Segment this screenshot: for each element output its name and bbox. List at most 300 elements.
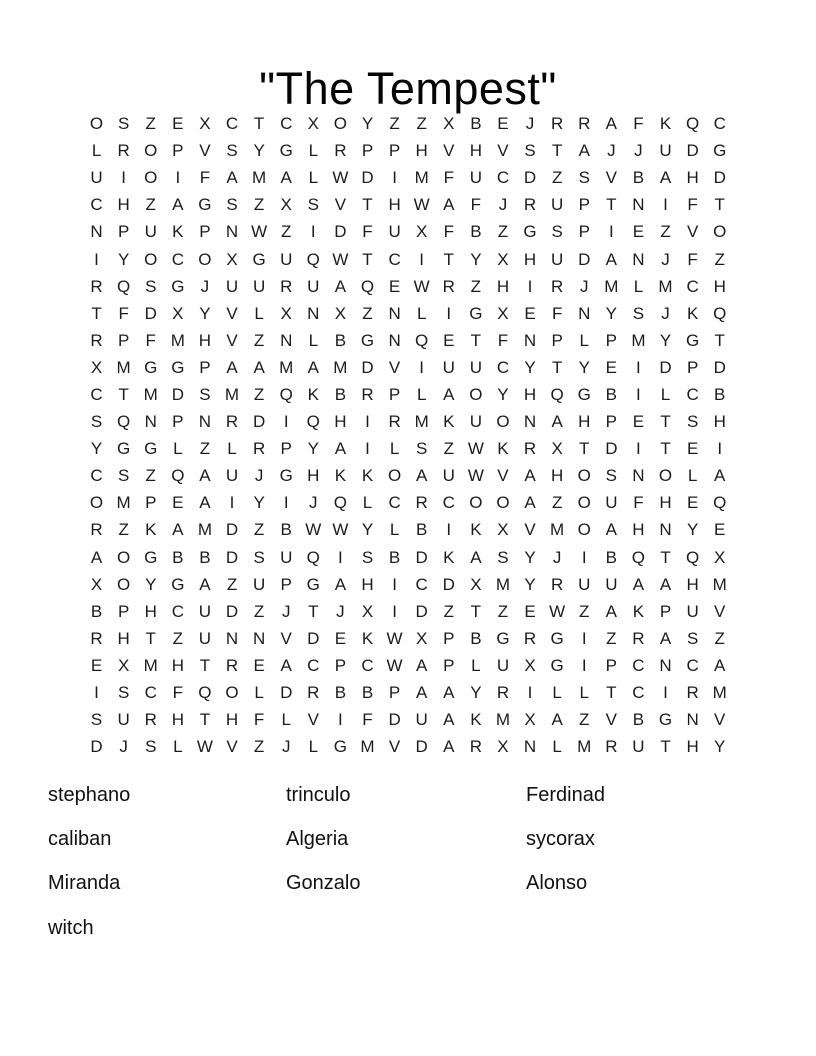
grid-cell: B: [361, 683, 374, 703]
grid-cell: L: [389, 439, 400, 459]
grid-cell: I: [717, 439, 723, 459]
grid-cell: U: [117, 710, 130, 730]
grid-cell: P: [605, 330, 617, 350]
grid-cell: U: [469, 357, 482, 377]
grid-cell: P: [605, 412, 617, 432]
grid-cell: H: [632, 520, 645, 540]
grid-cell: R: [334, 141, 347, 161]
grid-cell: N: [307, 303, 320, 323]
grid-cell: T: [199, 655, 211, 675]
grid-cell: T: [308, 601, 319, 621]
grid-cell: Y: [578, 357, 590, 377]
grid-cell: D: [713, 168, 726, 188]
grid-cell: C: [632, 655, 645, 675]
grid-cell: E: [172, 114, 184, 134]
grid-cell: M: [170, 330, 185, 350]
grid-cell: Z: [253, 330, 265, 350]
grid-cell: D: [415, 601, 428, 621]
grid-cell: H: [388, 195, 401, 215]
grid-cell: X: [497, 303, 509, 323]
grid-cell: R: [442, 276, 455, 296]
grid-cell: Z: [253, 195, 265, 215]
grid-cell: J: [607, 141, 616, 161]
grid-cell: C: [225, 114, 239, 134]
grid-cell: M: [577, 737, 592, 757]
grid-cell: B: [605, 547, 617, 567]
grid-cell: B: [470, 114, 482, 134]
grid-cell: C: [415, 574, 428, 594]
grid-cell: L: [633, 276, 644, 296]
grid-cell: I: [392, 168, 397, 188]
grid-cell: A: [659, 628, 672, 648]
grid-cell: T: [660, 547, 671, 567]
grid-cell: X: [551, 439, 563, 459]
grid-cell: F: [633, 114, 644, 134]
grid-cell: D: [523, 168, 537, 188]
page-title: "The Tempest": [259, 63, 557, 115]
grid-cell: Q: [360, 276, 375, 296]
grid-cell: R: [361, 384, 374, 404]
grid-cell: R: [225, 655, 239, 675]
grid-cell: A: [524, 493, 536, 513]
grid-cell: B: [470, 222, 482, 242]
grid-cell: G: [117, 439, 131, 459]
grid-cell: R: [90, 520, 103, 540]
grid-cell: B: [416, 520, 428, 540]
grid-cell: I: [663, 683, 668, 703]
grid-cell: O: [577, 466, 591, 486]
grid-cell: P: [578, 222, 590, 242]
grid-cell: U: [442, 357, 455, 377]
grid-cell: T: [606, 683, 617, 703]
grid-cell: L: [579, 683, 589, 703]
grid-cell: Z: [714, 249, 725, 269]
grid-cell: O: [198, 249, 212, 269]
grid-cell: V: [443, 141, 455, 161]
grid-cell: O: [469, 493, 483, 513]
grid-cell: C: [388, 249, 401, 269]
grid-cell: I: [338, 547, 343, 567]
grid-cell: R: [496, 683, 510, 703]
grid-cell: Z: [253, 384, 265, 404]
grid-cell: T: [91, 303, 102, 323]
grid-cell: B: [90, 601, 103, 621]
grid-cell: D: [388, 710, 401, 730]
grid-cell: Z: [606, 628, 617, 648]
word-column-1: [48, 773, 130, 951]
grid-cell: E: [172, 493, 184, 513]
grid-cell: M: [197, 520, 212, 540]
grid-cell: I: [94, 249, 99, 269]
grid-cell: H: [523, 249, 537, 269]
grid-cell: V: [334, 195, 347, 215]
grid-cell: I: [283, 493, 289, 513]
grid-cell: R: [388, 412, 401, 432]
grid-cell: H: [686, 574, 699, 594]
grid-cell: H: [496, 276, 510, 296]
grid-cell: S: [686, 412, 699, 432]
grid-cell: Z: [253, 737, 265, 757]
grid-cell: D: [280, 683, 293, 703]
grid-cell: J: [552, 547, 562, 567]
grid-cell: L: [254, 303, 264, 323]
grid-cell: Y: [714, 737, 726, 757]
grid-cell: X: [334, 303, 347, 323]
grid-cell: U: [686, 601, 699, 621]
grid-cell: W: [251, 222, 268, 242]
grid-cell: Y: [361, 114, 374, 134]
grid-cell: R: [551, 114, 564, 134]
grid-cell: L: [308, 330, 319, 350]
grid-cell: T: [660, 439, 671, 459]
grid-cell: X: [416, 628, 428, 648]
grid-cell: F: [470, 195, 482, 215]
grid-cell: Y: [199, 303, 211, 323]
grid-cell: V: [280, 628, 292, 648]
grid-cell: E: [605, 357, 617, 377]
grid-cell: I: [581, 547, 587, 567]
grid-cell: M: [414, 412, 429, 432]
grid-cell: U: [442, 466, 455, 486]
grid-cell: P: [199, 222, 211, 242]
grid-cell: C: [90, 384, 103, 404]
grid-cell: A: [172, 520, 184, 540]
grid-cell: Q: [306, 249, 320, 269]
grid-cell: X: [117, 655, 130, 675]
grid-cell: C: [686, 384, 699, 404]
grid-cell: V: [686, 222, 699, 242]
grid-cell: L: [308, 141, 319, 161]
grid-cell: Y: [307, 439, 319, 459]
grid-cell: E: [632, 222, 645, 242]
grid-cell: B: [172, 547, 184, 567]
grid-cell: G: [577, 384, 591, 404]
grid-cell: G: [171, 357, 185, 377]
grid-cell: K: [470, 710, 482, 730]
grid-cell: L: [416, 384, 427, 404]
grid-cell: A: [443, 683, 455, 703]
grid-cell: Q: [279, 384, 293, 404]
grid-cell: D: [578, 249, 591, 269]
grid-cell: E: [714, 520, 726, 540]
grid-cell: P: [117, 222, 130, 242]
grid-cell: H: [307, 466, 320, 486]
grid-cell: Z: [579, 710, 590, 730]
grid-cell: M: [116, 493, 131, 513]
grid-cell: Y: [253, 493, 265, 513]
grid-cell: Q: [306, 547, 320, 567]
grid-cell: R: [415, 493, 428, 513]
grid-cell: L: [416, 303, 427, 323]
grid-cell: P: [199, 357, 211, 377]
grid-cell: D: [415, 547, 428, 567]
grid-cell: Q: [171, 466, 185, 486]
grid-cell: S: [307, 195, 319, 215]
grid-cell: N: [632, 195, 645, 215]
grid-cell: Y: [145, 574, 157, 594]
grid-cell: S: [686, 628, 699, 648]
grid-cell: I: [175, 168, 181, 188]
grid-cell: L: [362, 493, 373, 513]
grid-cell: B: [334, 384, 347, 404]
grid-cell: V: [714, 601, 726, 621]
grid-cell: G: [171, 276, 185, 296]
grid-cell: Q: [198, 683, 212, 703]
grid-cell: Y: [524, 547, 536, 567]
grid-cell: U: [198, 628, 212, 648]
grid-cell: M: [495, 574, 511, 594]
grid-cell: R: [252, 439, 266, 459]
grid-cell: P: [172, 141, 184, 161]
grid-cell: P: [686, 357, 699, 377]
grid-cell: J: [200, 276, 210, 296]
grid-cell: C: [686, 655, 699, 675]
grid-cell: O: [577, 520, 591, 540]
grid-cell: J: [579, 276, 589, 296]
grid-cell: A: [416, 683, 428, 703]
grid-cell: A: [199, 493, 211, 513]
grid-cell: T: [362, 195, 373, 215]
grid-cell: E: [253, 655, 265, 675]
grid-cell: J: [281, 737, 291, 757]
grid-cell: S: [117, 114, 130, 134]
grid-cell: F: [687, 195, 698, 215]
grid-cell: E: [388, 276, 401, 296]
grid-cell: I: [663, 195, 668, 215]
grid-cell: T: [714, 330, 725, 350]
grid-cell: W: [332, 520, 349, 540]
grid-cell: L: [173, 737, 183, 757]
grid-cell: H: [225, 710, 239, 730]
grid-cell: H: [198, 330, 212, 350]
grid-cell: O: [713, 222, 727, 242]
grid-cell: K: [361, 466, 374, 486]
grid-cell: Z: [660, 222, 671, 242]
grid-cell: V: [714, 710, 726, 730]
grid-cell: A: [172, 195, 184, 215]
grid-cell: S: [253, 547, 265, 567]
grid-cell: U: [469, 168, 482, 188]
grid-cell: A: [226, 168, 238, 188]
grid-cell: W: [413, 276, 430, 296]
grid-cell: K: [497, 439, 509, 459]
grid-cell: U: [252, 276, 266, 296]
grid-cell: I: [446, 303, 452, 323]
grid-cell: F: [497, 330, 509, 350]
grid-cell: J: [119, 737, 128, 757]
grid-cell: Y: [90, 439, 103, 459]
grid-cell: Q: [713, 303, 727, 323]
grid-cell: O: [333, 114, 347, 134]
grid-cell: V: [497, 141, 509, 161]
grid-cell: K: [361, 628, 374, 648]
grid-cell: Q: [415, 330, 429, 350]
grid-cell: D: [415, 737, 428, 757]
grid-cell: A: [632, 574, 645, 594]
grid-cell: G: [360, 330, 375, 350]
grid-cell: X: [90, 357, 103, 377]
grid-cell: R: [605, 737, 618, 757]
grid-cell: D: [144, 303, 157, 323]
grid-cell: D: [659, 357, 672, 377]
word-item: trinculo: [286, 783, 351, 806]
grid-cell: R: [144, 710, 157, 730]
grid-cell: P: [388, 683, 401, 703]
grid-cell: X: [497, 737, 509, 757]
grid-cell: Z: [416, 114, 427, 134]
grid-cell: L: [552, 737, 562, 757]
grid-cell: M: [414, 168, 429, 188]
grid-cell: X: [361, 601, 374, 621]
grid-cell: N: [144, 412, 157, 432]
grid-cell: R: [307, 683, 320, 703]
grid-cell: O: [658, 466, 673, 486]
grid-cell: C: [496, 168, 510, 188]
grid-cell: N: [659, 520, 672, 540]
grid-cell: C: [144, 683, 157, 703]
grid-cell: G: [658, 710, 673, 730]
grid-cell: Y: [361, 520, 374, 540]
grid-cell: Y: [686, 520, 699, 540]
grid-cell: A: [714, 655, 726, 675]
grid-cell: X: [280, 195, 292, 215]
grid-cell: O: [469, 384, 483, 404]
grid-cell: I: [527, 276, 533, 296]
grid-cell: P: [605, 655, 617, 675]
grid-cell: H: [334, 412, 347, 432]
grid-cell: P: [388, 141, 401, 161]
grid-cell: N: [632, 249, 645, 269]
word-list: [0, 773, 816, 973]
grid-cell: K: [307, 384, 319, 404]
grid-cell: U: [252, 574, 266, 594]
grid-cell: C: [686, 276, 699, 296]
grid-cell: Q: [685, 114, 700, 134]
grid-cell: A: [253, 357, 265, 377]
grid-cell: W: [549, 601, 566, 621]
grid-cell: I: [419, 357, 425, 377]
grid-cell: W: [386, 628, 403, 648]
grid-cell: P: [659, 601, 672, 621]
grid-cell: E: [524, 601, 536, 621]
grid-cell: S: [90, 412, 103, 432]
grid-cell: C: [388, 493, 401, 513]
grid-cell: E: [524, 303, 536, 323]
grid-cell: U: [605, 493, 618, 513]
grid-cell: I: [581, 628, 587, 648]
grid-cell: O: [225, 683, 239, 703]
grid-cell: G: [550, 628, 564, 648]
grid-cell: K: [686, 303, 699, 323]
grid-cell: S: [551, 222, 563, 242]
grid-cell: Z: [551, 168, 563, 188]
grid-cell: F: [118, 303, 129, 323]
grid-cell: E: [443, 330, 455, 350]
grid-cell: K: [172, 222, 184, 242]
grid-cell: V: [388, 737, 401, 757]
grid-cell: V: [605, 710, 617, 730]
grid-cell: K: [632, 601, 645, 621]
grid-cell: T: [606, 195, 617, 215]
grid-cell: N: [388, 330, 401, 350]
grid-cell: L: [579, 330, 589, 350]
grid-cell: A: [334, 439, 347, 459]
grid-cell: S: [117, 683, 130, 703]
grid-cell: L: [552, 683, 562, 703]
grid-cell: B: [199, 547, 211, 567]
grid-cell: P: [334, 655, 347, 675]
grid-cell: F: [253, 710, 265, 730]
grid-cell: U: [632, 737, 645, 757]
grid-cell: I: [636, 357, 641, 377]
grid-cell: Q: [306, 412, 320, 432]
grid-cell: V: [199, 141, 211, 161]
word-column-3: [526, 773, 605, 906]
grid-cell: A: [90, 547, 103, 567]
grid-cell: X: [497, 249, 509, 269]
grid-cell: Y: [659, 330, 672, 350]
grid-cell: O: [577, 493, 591, 513]
grid-cell: B: [605, 384, 617, 404]
grid-cell: P: [388, 384, 401, 404]
grid-cell: I: [446, 520, 452, 540]
grid-cell: T: [253, 114, 265, 134]
grid-cell: R: [280, 276, 293, 296]
grid-cell: A: [470, 547, 482, 567]
grid-cell: B: [714, 384, 726, 404]
grid-cell: U: [144, 222, 157, 242]
grid-cell: N: [659, 655, 672, 675]
grid-cell: L: [471, 655, 481, 675]
grid-cell: Z: [145, 114, 156, 134]
grid-cell: V: [605, 168, 617, 188]
grid-cell: J: [498, 195, 508, 215]
grid-cell: A: [605, 249, 617, 269]
grid-cell: Z: [145, 466, 156, 486]
grid-cell: V: [226, 303, 238, 323]
grid-cell: J: [254, 466, 264, 486]
grid-cell: X: [443, 114, 455, 134]
grid-cell: S: [145, 276, 157, 296]
grid-cell: A: [443, 195, 455, 215]
grid-cell: M: [604, 276, 619, 296]
grid-cell: Z: [172, 628, 184, 648]
grid-cell: W: [413, 195, 430, 215]
grid-cell: V: [388, 357, 401, 377]
grid-cell: D: [307, 628, 320, 648]
grid-cell: G: [306, 574, 320, 594]
grid-cell: Y: [253, 141, 265, 161]
grid-cell: H: [686, 168, 699, 188]
grid-cell: I: [310, 222, 316, 242]
grid-cell: F: [199, 168, 211, 188]
grid-cell: X: [497, 520, 509, 540]
grid-cell: G: [171, 574, 185, 594]
grid-cell: A: [659, 574, 672, 594]
grid-cell: C: [90, 195, 103, 215]
grid-cell: C: [632, 683, 645, 703]
grid-cell: I: [636, 384, 641, 404]
grid-cell: Q: [631, 547, 646, 567]
grid-cell: N: [388, 303, 401, 323]
grid-cell: T: [118, 384, 129, 404]
grid-cell: D: [225, 547, 239, 567]
grid-cell: Y: [117, 249, 130, 269]
grid-cell: Y: [524, 574, 536, 594]
grid-cell: W: [305, 520, 322, 540]
grid-cell: F: [145, 330, 156, 350]
grid-cell: S: [145, 737, 157, 757]
